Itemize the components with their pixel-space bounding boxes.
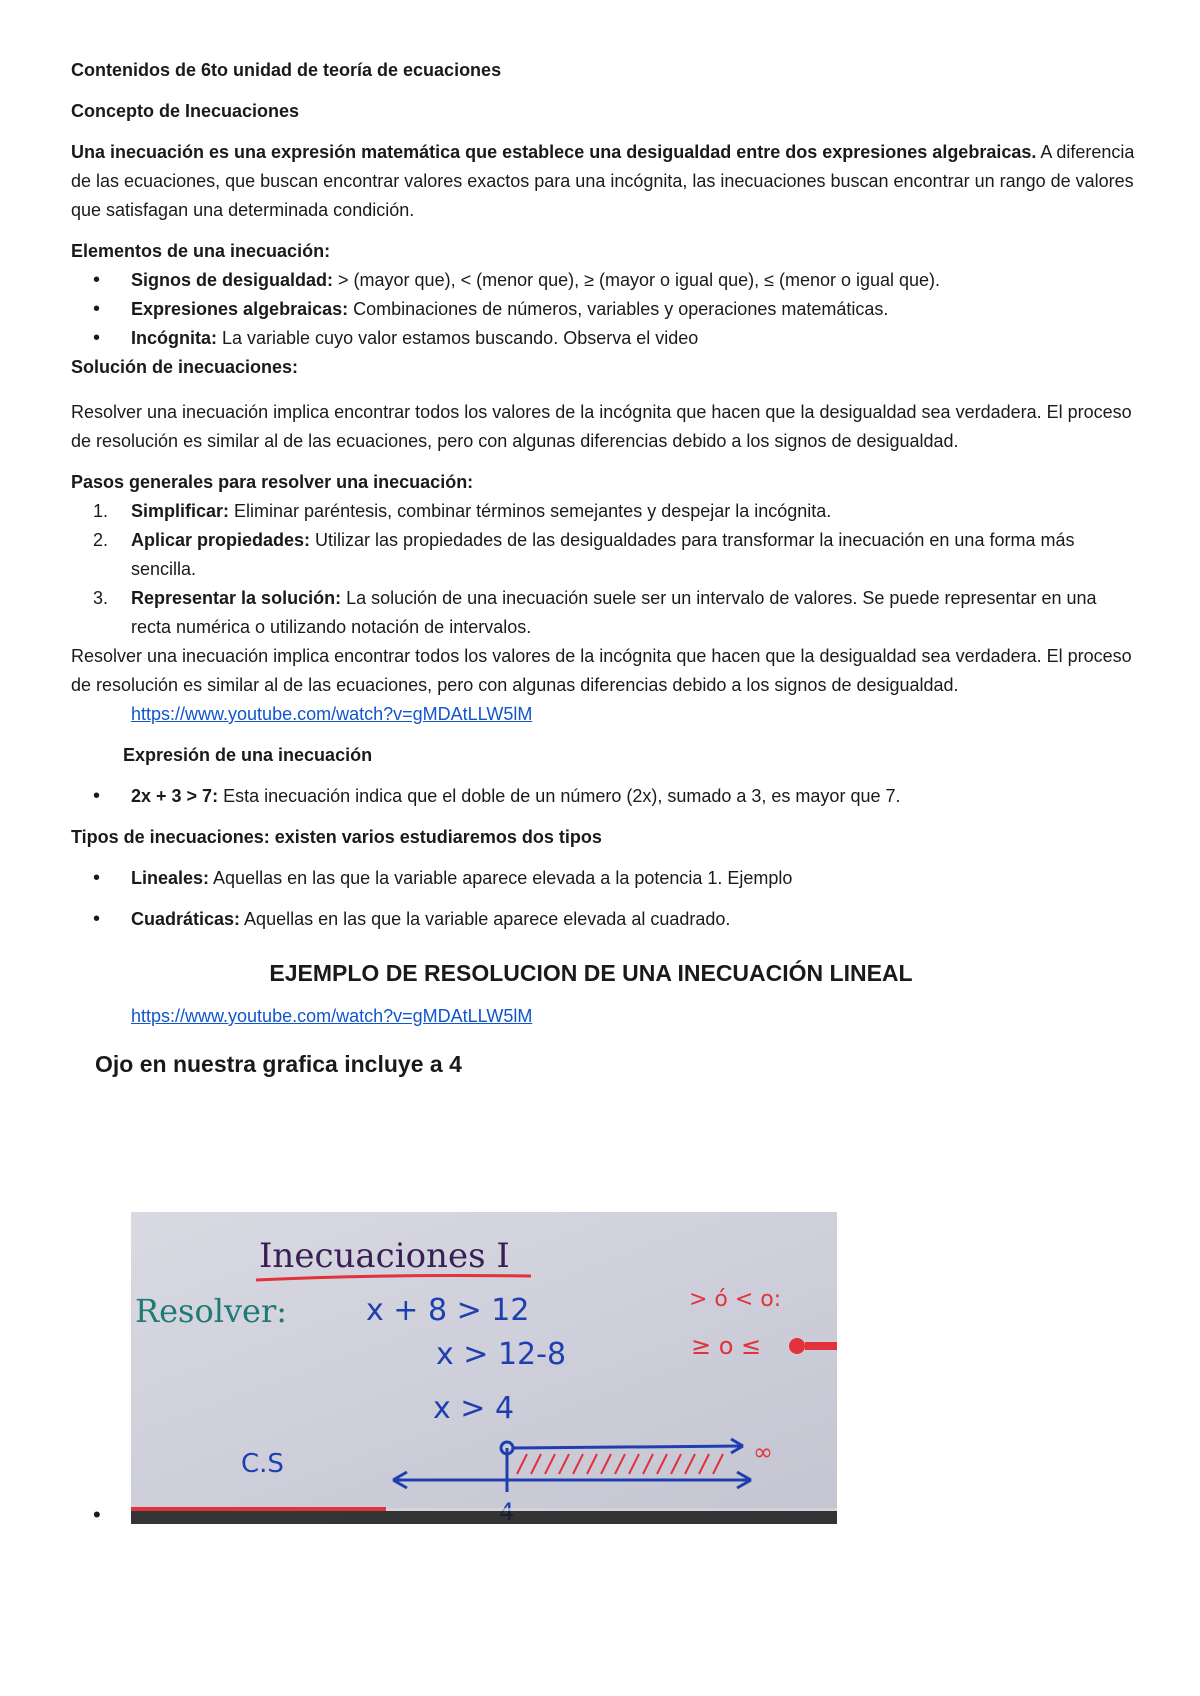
resolver-label: Resolver: — [135, 1292, 288, 1330]
item-text: > (mayor que), < (menor que), ≥ (mayor o igual que), ≤ (menor o igual que). — [333, 270, 941, 290]
list-item — [71, 526, 1141, 584]
definition-bold: Una inecuación es una expresión matemática que establece una desigualdad entre dos expresiones algebraicas. — [71, 142, 1037, 162]
item-text: Combinaciones de números, variables y operaciones matemáticas. — [348, 299, 889, 319]
elements-list — [71, 266, 1141, 353]
item-text: Aquellas en las que la variable aparece elevada al cuadrado. — [240, 909, 731, 929]
equation-line-3: x > 4 — [433, 1391, 515, 1426]
list-item — [71, 584, 1141, 642]
whiteboard-drawing — [131, 1212, 837, 1524]
trailing-bullet: • — [93, 1502, 101, 1527]
step-number: 2. — [93, 530, 109, 550]
item-term: 2x + 3 > 7: — [131, 786, 219, 806]
item-term: Lineales: — [131, 868, 210, 888]
solution-heading: Solución de inecuaciones: — [71, 357, 299, 377]
main-heading: Contenidos de 6to unidad de teoría de ecuaciones — [71, 60, 502, 80]
types-heading: Tipos de inecuaciones: existen varios estudiaremos dos tipos — [71, 827, 602, 847]
definition-rest: A diferencia de las ecuaciones, que buscan encontrar valores exactos para una incógnita, las inecuaciones buscan encontrar un rango de valores que satisfagan una determinada condición. — [71, 142, 1135, 220]
example-title: EJEMPLO DE RESOLUCION DE UNA INECUACIÓN LINEAL — [269, 960, 913, 986]
interval-line — [513, 1446, 743, 1448]
document-body — [71, 56, 1141, 1081]
sign-note-2: ≥ o ≤ — [691, 1332, 762, 1360]
item-term: Signos de desigualdad: — [131, 270, 334, 290]
item-text: La solución de una inecuación suele ser un intervalo de valores. Se puede representar en una recta numérica o utilizando notación de intervalos. — [131, 588, 1097, 637]
item-term: Expresiones algebraicas: — [131, 299, 349, 319]
steps-heading: Pasos generales para resolver una inecuación: — [71, 472, 474, 492]
step-number: 3. — [93, 588, 109, 608]
item-term: Aplicar propiedades: — [131, 530, 311, 550]
equation-line-2: x > 12-8 — [436, 1337, 567, 1372]
youtube-link-1[interactable]: https://www.youtube.com/watch?v=gMDAtLLW5lM — [131, 704, 533, 724]
note-heading: Ojo en nuestra grafica incluye a 4 — [95, 1051, 462, 1077]
item-text: Eliminar paréntesis, combinar términos semejantes y despejar la incógnita. — [229, 501, 832, 521]
list-item — [71, 497, 1141, 526]
equation-line-1: x + 8 > 12 — [366, 1293, 530, 1328]
youtube-link-2[interactable]: https://www.youtube.com/watch?v=gMDAtLLW5lM — [131, 1006, 533, 1026]
title-underline — [256, 1276, 531, 1281]
video-controls-bar — [131, 1511, 837, 1524]
step-number: 1. — [93, 501, 109, 521]
expression-list — [71, 782, 1141, 811]
item-text: Utilizar las propiedades de las desigualdades para transformar la inecuación en una forma más sencilla. — [131, 530, 1075, 579]
repeat-paragraph: Resolver una inecuación implica encontrar todos los valores de la incógnita que hacen que la desigualdad sea verdadera. El proceso de resolución es similar al de las ecuaciones, pero con algunas diferencias debido a los signos de desigualdad. — [71, 646, 1132, 695]
types-list — [71, 864, 1141, 934]
item-term: Incógnita: — [131, 328, 217, 348]
list-item — [71, 295, 1141, 324]
link-line-1 — [71, 700, 1141, 729]
whiteboard-image — [131, 1212, 837, 1524]
item-term: Simplificar: — [131, 501, 230, 521]
sign-note-1: > ó < o: — [689, 1287, 782, 1312]
elements-heading: Elementos de una inecuación: — [71, 241, 331, 261]
steps-list — [71, 497, 1141, 642]
board-title: Inecuaciones I — [259, 1236, 510, 1276]
closed-dot-marker — [789, 1338, 805, 1354]
item-term: Representar la solución: — [131, 588, 342, 608]
item-text: Aquellas en las que la variable aparece elevada a la potencia 1. Ejemplo — [209, 868, 793, 888]
list-item — [71, 905, 1141, 934]
item-text: Esta inecuación indica que el doble de un número (2x), sumado a 3, es mayor que 7. — [218, 786, 901, 806]
definition-paragraph — [71, 138, 1141, 225]
list-item — [71, 864, 1141, 893]
item-text: La variable cuyo valor estamos buscando. Observa el video — [217, 328, 699, 348]
solution-paragraph: Resolver una inecuación implica encontrar todos los valores de la incógnita que hacen que la desigualdad sea verdadera. El proceso de resolución es similar al de las ecuaciones, pero con algunas diferencias debido a los signos de desigualdad. — [71, 402, 1132, 451]
list-item — [71, 782, 1141, 811]
video-progress-fill — [131, 1507, 386, 1511]
list-item — [71, 324, 1141, 353]
infinity-symbol: ∞ — [753, 1438, 773, 1466]
list-item — [71, 266, 1141, 295]
concept-heading: Concepto de Inecuaciones — [71, 101, 300, 121]
link-line-2 — [71, 1002, 1141, 1031]
cs-label: C.S — [241, 1449, 284, 1479]
expression-heading: Expresión de una inecuación — [123, 745, 373, 765]
item-term: Cuadráticas: — [131, 909, 241, 929]
red-marker-tip — [805, 1342, 837, 1350]
interval-hatching — [517, 1454, 723, 1474]
